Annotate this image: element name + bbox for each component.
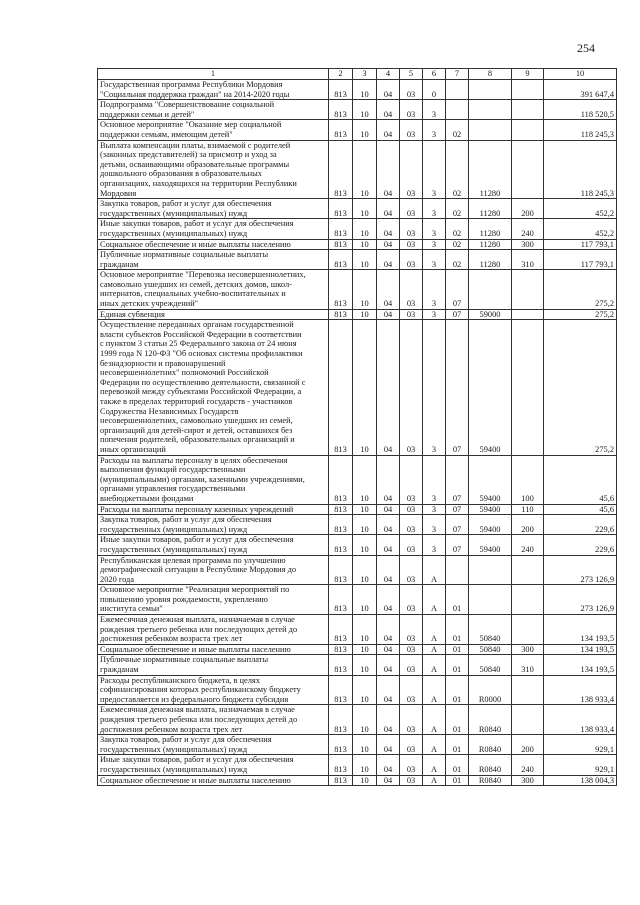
code-subprogram: 3 [423, 309, 446, 320]
table-row [98, 535, 617, 555]
code-direction: 50840 [469, 655, 512, 675]
code-expense-type: 310 [512, 655, 544, 675]
code-subprogram: А [423, 705, 446, 735]
column-header: 5 [400, 69, 423, 80]
code-direction: 50840 [469, 615, 512, 645]
code-event: 01 [446, 675, 469, 705]
code-event: 07 [446, 504, 469, 515]
table-row [98, 585, 617, 615]
code-subsection: 04 [377, 655, 400, 675]
code-event: 07 [446, 320, 469, 455]
code-direction: R0840 [469, 775, 512, 786]
row-description: Основное мероприятие "Перевозка несовершеннолетних, самовольно ушедших из семей, детских домов, школ- интернатов, специальных учебно-воспитательных и иных детских учреждений" [98, 270, 329, 309]
code-ministry: 813 [329, 80, 353, 100]
code-ministry: 813 [329, 675, 353, 705]
code-event: 02 [446, 120, 469, 140]
code-subprogram: А [423, 775, 446, 786]
row-amount: 929,1 [544, 755, 617, 775]
code-subsection: 04 [377, 309, 400, 320]
budget-table [97, 68, 617, 786]
code-section: 10 [353, 140, 377, 199]
table-row [98, 555, 617, 585]
row-description: Выплата компенсации платы, взимаемой с родителей (законных представителей) за присмотр и уход за детьми, осваивающими образовательные программы дошкольного образования в образовательных организациях, находящихся на территории Республики Мордовия [98, 140, 329, 199]
code-direction [469, 100, 512, 120]
code-event: 01 [446, 755, 469, 775]
table-row [98, 675, 617, 705]
table-row [98, 120, 617, 140]
code-subsection: 04 [377, 100, 400, 120]
row-description: Социальное обеспечение и иные выплаты населению [98, 775, 329, 786]
code-subprogram: 3 [423, 100, 446, 120]
row-amount: 275,2 [544, 320, 617, 455]
code-program: 03 [400, 80, 423, 100]
code-program: 03 [400, 535, 423, 555]
code-event: 01 [446, 585, 469, 615]
row-description: Ежемесячная денежная выплата, назначаемая в случае рождения третьего ребенка или последующих детей до достижения ребенком возраста трех лет [98, 615, 329, 645]
table-row [98, 455, 617, 504]
row-description: Республиканская целевая программа по улучшению демографической ситуации в Республике Мордовия до 2020 года [98, 555, 329, 585]
code-section: 10 [353, 675, 377, 705]
code-program: 03 [400, 644, 423, 655]
table-row [98, 199, 617, 219]
table-row [98, 644, 617, 655]
code-program: 03 [400, 675, 423, 705]
code-subsection: 04 [377, 555, 400, 585]
code-subsection: 04 [377, 504, 400, 515]
code-program: 03 [400, 270, 423, 309]
code-expense-type: 310 [512, 250, 544, 270]
code-subsection: 04 [377, 705, 400, 735]
code-direction: R0000 [469, 675, 512, 705]
code-ministry: 813 [329, 250, 353, 270]
code-subsection: 04 [377, 120, 400, 140]
code-expense-type: 200 [512, 735, 544, 755]
code-subsection: 04 [377, 320, 400, 455]
code-expense-type [512, 555, 544, 585]
code-section: 10 [353, 239, 377, 250]
row-amount: 452,2 [544, 199, 617, 219]
code-direction [469, 585, 512, 615]
code-event: 02 [446, 219, 469, 239]
code-subprogram: А [423, 585, 446, 615]
code-subsection: 04 [377, 675, 400, 705]
code-program: 03 [400, 735, 423, 755]
code-section: 10 [353, 250, 377, 270]
table-row [98, 755, 617, 775]
code-program: 03 [400, 239, 423, 250]
code-subsection: 04 [377, 239, 400, 250]
row-amount: 134 193,5 [544, 644, 617, 655]
row-amount: 45,6 [544, 504, 617, 515]
code-expense-type [512, 140, 544, 199]
code-section: 10 [353, 219, 377, 239]
header-row [98, 69, 617, 80]
code-subprogram: 3 [423, 515, 446, 535]
row-amount: 134 193,5 [544, 655, 617, 675]
code-section: 10 [353, 80, 377, 100]
code-expense-type: 300 [512, 644, 544, 655]
column-header: 3 [353, 69, 377, 80]
row-amount: 138 004,3 [544, 775, 617, 786]
table-row [98, 735, 617, 755]
code-ministry: 813 [329, 320, 353, 455]
code-expense-type [512, 705, 544, 735]
code-section: 10 [353, 655, 377, 675]
row-amount: 118 245,3 [544, 120, 617, 140]
code-subprogram: А [423, 735, 446, 755]
code-subsection: 04 [377, 199, 400, 219]
code-subsection: 04 [377, 219, 400, 239]
code-direction: 59400 [469, 504, 512, 515]
code-subprogram: 3 [423, 120, 446, 140]
table-row [98, 100, 617, 120]
row-description: Иные закупки товаров, работ и услуг для обеспечения государственных (муниципальных) нужд [98, 755, 329, 775]
code-expense-type [512, 100, 544, 120]
code-subsection: 04 [377, 644, 400, 655]
code-direction: 59000 [469, 309, 512, 320]
row-description: Публичные нормативные социальные выплаты гражданам [98, 250, 329, 270]
code-section: 10 [353, 100, 377, 120]
row-description: Единая субвенция [98, 309, 329, 320]
code-expense-type: 300 [512, 239, 544, 250]
row-amount: 229,6 [544, 515, 617, 535]
row-description: Публичные нормативные социальные выплаты гражданам [98, 655, 329, 675]
column-header: 1 [98, 69, 329, 80]
table-row [98, 270, 617, 309]
table-row [98, 239, 617, 250]
code-subprogram: А [423, 755, 446, 775]
code-event: 01 [446, 644, 469, 655]
code-subsection: 04 [377, 775, 400, 786]
code-direction: 11280 [469, 199, 512, 219]
code-program: 03 [400, 320, 423, 455]
code-expense-type: 240 [512, 755, 544, 775]
code-expense-type: 240 [512, 219, 544, 239]
code-event: 07 [446, 309, 469, 320]
code-ministry: 813 [329, 535, 353, 555]
code-section: 10 [353, 270, 377, 309]
code-section: 10 [353, 515, 377, 535]
code-expense-type [512, 80, 544, 100]
row-description: Расходы на выплаты персоналу в целях обеспечения выполнения функций государственными (муниципальными) органами, казенными учреждениями, органами управления государственными внебюджетными фондами [98, 455, 329, 504]
row-amount: 275,2 [544, 270, 617, 309]
row-amount: 117 793,1 [544, 239, 617, 250]
row-description: Социальное обеспечение и иные выплаты населению [98, 239, 329, 250]
code-subsection: 04 [377, 270, 400, 309]
code-ministry: 813 [329, 219, 353, 239]
column-header: 6 [423, 69, 446, 80]
code-direction [469, 120, 512, 140]
code-subprogram: 0 [423, 80, 446, 100]
code-event: 07 [446, 515, 469, 535]
code-expense-type [512, 585, 544, 615]
code-event: 02 [446, 140, 469, 199]
code-direction: R0840 [469, 735, 512, 755]
code-direction: 59400 [469, 455, 512, 504]
code-direction: 11280 [469, 239, 512, 250]
row-description: Расходы республиканского бюджета, в целях софинансирования которых республиканскому бюджету предоставляется из федерального бюджета субсидия [98, 675, 329, 705]
row-amount: 929,1 [544, 735, 617, 755]
table-row [98, 219, 617, 239]
code-event: 01 [446, 655, 469, 675]
code-section: 10 [353, 585, 377, 615]
row-amount: 138 933,4 [544, 675, 617, 705]
column-header: 7 [446, 69, 469, 80]
code-program: 03 [400, 455, 423, 504]
row-amount: 118 520,5 [544, 100, 617, 120]
code-ministry: 813 [329, 585, 353, 615]
code-section: 10 [353, 535, 377, 555]
code-program: 03 [400, 219, 423, 239]
code-ministry: 813 [329, 515, 353, 535]
code-direction: 11280 [469, 250, 512, 270]
row-amount: 273 126,9 [544, 555, 617, 585]
code-program: 03 [400, 250, 423, 270]
row-description: Расходы на выплаты персоналу казенных учреждений [98, 504, 329, 515]
row-description: Закупка товаров, работ и услуг для обеспечения государственных (муниципальных) нужд [98, 199, 329, 219]
code-event [446, 80, 469, 100]
table-row [98, 309, 617, 320]
code-program: 03 [400, 705, 423, 735]
code-direction: 59400 [469, 515, 512, 535]
code-direction: R0840 [469, 755, 512, 775]
code-subprogram: 3 [423, 239, 446, 250]
code-ministry: 813 [329, 735, 353, 755]
page-number: 254 [577, 41, 595, 55]
table-body [98, 80, 617, 786]
row-description: Иные закупки товаров, работ и услуг для обеспечения государственных (муниципальных) нужд [98, 535, 329, 555]
code-subprogram: 3 [423, 455, 446, 504]
code-section: 10 [353, 120, 377, 140]
column-header: 4 [377, 69, 400, 80]
code-subprogram: 3 [423, 535, 446, 555]
row-description: Ежемесячная денежная выплата, назначаемая в случае рождения третьего ребенка или последующих детей до достижения ребенком возраста трех лет [98, 705, 329, 735]
row-amount: 134 193,5 [544, 615, 617, 645]
row-amount: 391 647,4 [544, 80, 617, 100]
code-expense-type: 200 [512, 199, 544, 219]
code-ministry: 813 [329, 615, 353, 645]
table-row [98, 140, 617, 199]
code-ministry: 813 [329, 270, 353, 309]
code-ministry: 813 [329, 199, 353, 219]
code-section: 10 [353, 735, 377, 755]
code-program: 03 [400, 585, 423, 615]
code-ministry: 813 [329, 504, 353, 515]
code-program: 03 [400, 615, 423, 645]
code-direction: 11280 [469, 140, 512, 199]
table-row [98, 705, 617, 735]
code-section: 10 [353, 755, 377, 775]
code-ministry: 813 [329, 309, 353, 320]
code-subprogram: 3 [423, 199, 446, 219]
table-row [98, 80, 617, 100]
code-ministry: 813 [329, 455, 353, 504]
row-description: Иные закупки товаров, работ и услуг для обеспечения государственных (муниципальных) нужд [98, 219, 329, 239]
code-ministry: 813 [329, 120, 353, 140]
code-subsection: 04 [377, 535, 400, 555]
table-row [98, 250, 617, 270]
row-description: Основное мероприятие "Оказание мер социальной поддержки семьям, имеющим детей" [98, 120, 329, 140]
code-subprogram: 3 [423, 219, 446, 239]
code-subsection: 04 [377, 455, 400, 504]
code-expense-type: 240 [512, 535, 544, 555]
row-description: Закупка товаров, работ и услуг для обеспечения государственных (муниципальных) нужд [98, 735, 329, 755]
code-ministry: 813 [329, 644, 353, 655]
code-expense-type [512, 615, 544, 645]
code-expense-type: 300 [512, 775, 544, 786]
code-subsection: 04 [377, 585, 400, 615]
code-event: 01 [446, 705, 469, 735]
row-amount: 117 793,1 [544, 250, 617, 270]
code-direction: R0840 [469, 705, 512, 735]
code-subprogram: 3 [423, 140, 446, 199]
row-amount: 138 933,4 [544, 705, 617, 735]
code-program: 03 [400, 755, 423, 775]
code-section: 10 [353, 615, 377, 645]
code-direction [469, 270, 512, 309]
code-ministry: 813 [329, 140, 353, 199]
code-ministry: 813 [329, 655, 353, 675]
code-program: 03 [400, 140, 423, 199]
code-subprogram: А [423, 555, 446, 585]
code-direction [469, 555, 512, 585]
code-expense-type [512, 320, 544, 455]
code-subsection: 04 [377, 80, 400, 100]
code-event: 01 [446, 775, 469, 786]
code-expense-type [512, 675, 544, 705]
code-expense-type: 100 [512, 455, 544, 504]
code-event: 01 [446, 615, 469, 645]
code-direction: 50840 [469, 644, 512, 655]
code-subsection: 04 [377, 755, 400, 775]
table-row [98, 320, 617, 455]
row-amount: 273 126,9 [544, 585, 617, 615]
code-direction: 59400 [469, 320, 512, 455]
code-section: 10 [353, 199, 377, 219]
row-amount: 45,6 [544, 455, 617, 504]
code-program: 03 [400, 775, 423, 786]
code-direction: 59400 [469, 535, 512, 555]
code-direction [469, 80, 512, 100]
code-section: 10 [353, 775, 377, 786]
row-amount: 275,2 [544, 309, 617, 320]
code-expense-type: 110 [512, 504, 544, 515]
code-expense-type: 200 [512, 515, 544, 535]
code-ministry: 813 [329, 100, 353, 120]
code-section: 10 [353, 309, 377, 320]
code-program: 03 [400, 515, 423, 535]
code-program: 03 [400, 655, 423, 675]
code-program: 03 [400, 199, 423, 219]
code-event: 01 [446, 735, 469, 755]
code-program: 03 [400, 555, 423, 585]
code-subprogram: А [423, 615, 446, 645]
row-amount: 229,6 [544, 535, 617, 555]
code-program: 03 [400, 309, 423, 320]
code-section: 10 [353, 504, 377, 515]
code-subsection: 04 [377, 250, 400, 270]
table-row [98, 504, 617, 515]
row-amount: 118 245,3 [544, 140, 617, 199]
row-description: Основное мероприятие "Реализация мероприятий по повышению уровня рождаемости, укреплению института семьи" [98, 585, 329, 615]
code-expense-type [512, 270, 544, 309]
code-ministry: 813 [329, 775, 353, 786]
code-section: 10 [353, 705, 377, 735]
code-subsection: 04 [377, 515, 400, 535]
code-subprogram: А [423, 655, 446, 675]
row-amount: 452,2 [544, 219, 617, 239]
code-expense-type [512, 309, 544, 320]
table-row [98, 655, 617, 675]
code-section: 10 [353, 644, 377, 655]
code-expense-type [512, 120, 544, 140]
code-ministry: 813 [329, 755, 353, 775]
code-subprogram: 3 [423, 320, 446, 455]
code-subsection: 04 [377, 615, 400, 645]
row-description: Закупка товаров, работ и услуг для обеспечения государственных (муниципальных) нужд [98, 515, 329, 535]
code-program: 03 [400, 100, 423, 120]
code-event [446, 100, 469, 120]
code-ministry: 813 [329, 555, 353, 585]
code-subprogram: 3 [423, 504, 446, 515]
column-header: 8 [469, 69, 512, 80]
code-subprogram: 3 [423, 270, 446, 309]
table-row [98, 775, 617, 786]
code-program: 03 [400, 120, 423, 140]
code-subprogram: А [423, 675, 446, 705]
row-description: Государственная программа Республики Мордовия "Социальная поддержка граждан" на 2014-2020 годы [98, 80, 329, 100]
code-section: 10 [353, 555, 377, 585]
code-section: 10 [353, 320, 377, 455]
code-event: 07 [446, 270, 469, 309]
code-subprogram: А [423, 644, 446, 655]
code-subprogram: 3 [423, 250, 446, 270]
code-event: 07 [446, 535, 469, 555]
table-row [98, 615, 617, 645]
code-event: 02 [446, 250, 469, 270]
code-event: 02 [446, 239, 469, 250]
code-subsection: 04 [377, 735, 400, 755]
code-subsection: 04 [377, 140, 400, 199]
row-description: Подпрограмма "Совершенствование социальной поддержки семьи и детей" [98, 100, 329, 120]
code-ministry: 813 [329, 239, 353, 250]
code-event [446, 555, 469, 585]
code-direction: 11280 [469, 219, 512, 239]
row-description: Социальное обеспечение и иные выплаты населению [98, 644, 329, 655]
code-section: 10 [353, 455, 377, 504]
code-program: 03 [400, 504, 423, 515]
row-description: Осуществление переданных органам государственной власти субъектов Российской Федерации в соответствии с пунктом 3 статьи 25 Федерального закона от 24 июня 1999 года N 120-ФЗ "Об основах системы профилактики безнадзорности и правонарушений несовершеннолетних" полномочий Российской Федерации по осуществлению деятельности, связанной с перевозкой между субъектами Российской Федерации, а также в пределах территорий государств - участников Содружества Независимых Государств несовершеннолетних, самовольно ушедших из семей, организаций для детей-сирот и детей, оставшихся без попечения родителей, образовательных организаций и иных организаций [98, 320, 329, 455]
code-ministry: 813 [329, 705, 353, 735]
column-header: 10 [544, 69, 617, 80]
column-header: 2 [329, 69, 353, 80]
code-event: 02 [446, 199, 469, 219]
table-row [98, 515, 617, 535]
column-header: 9 [512, 69, 544, 80]
code-event: 07 [446, 455, 469, 504]
